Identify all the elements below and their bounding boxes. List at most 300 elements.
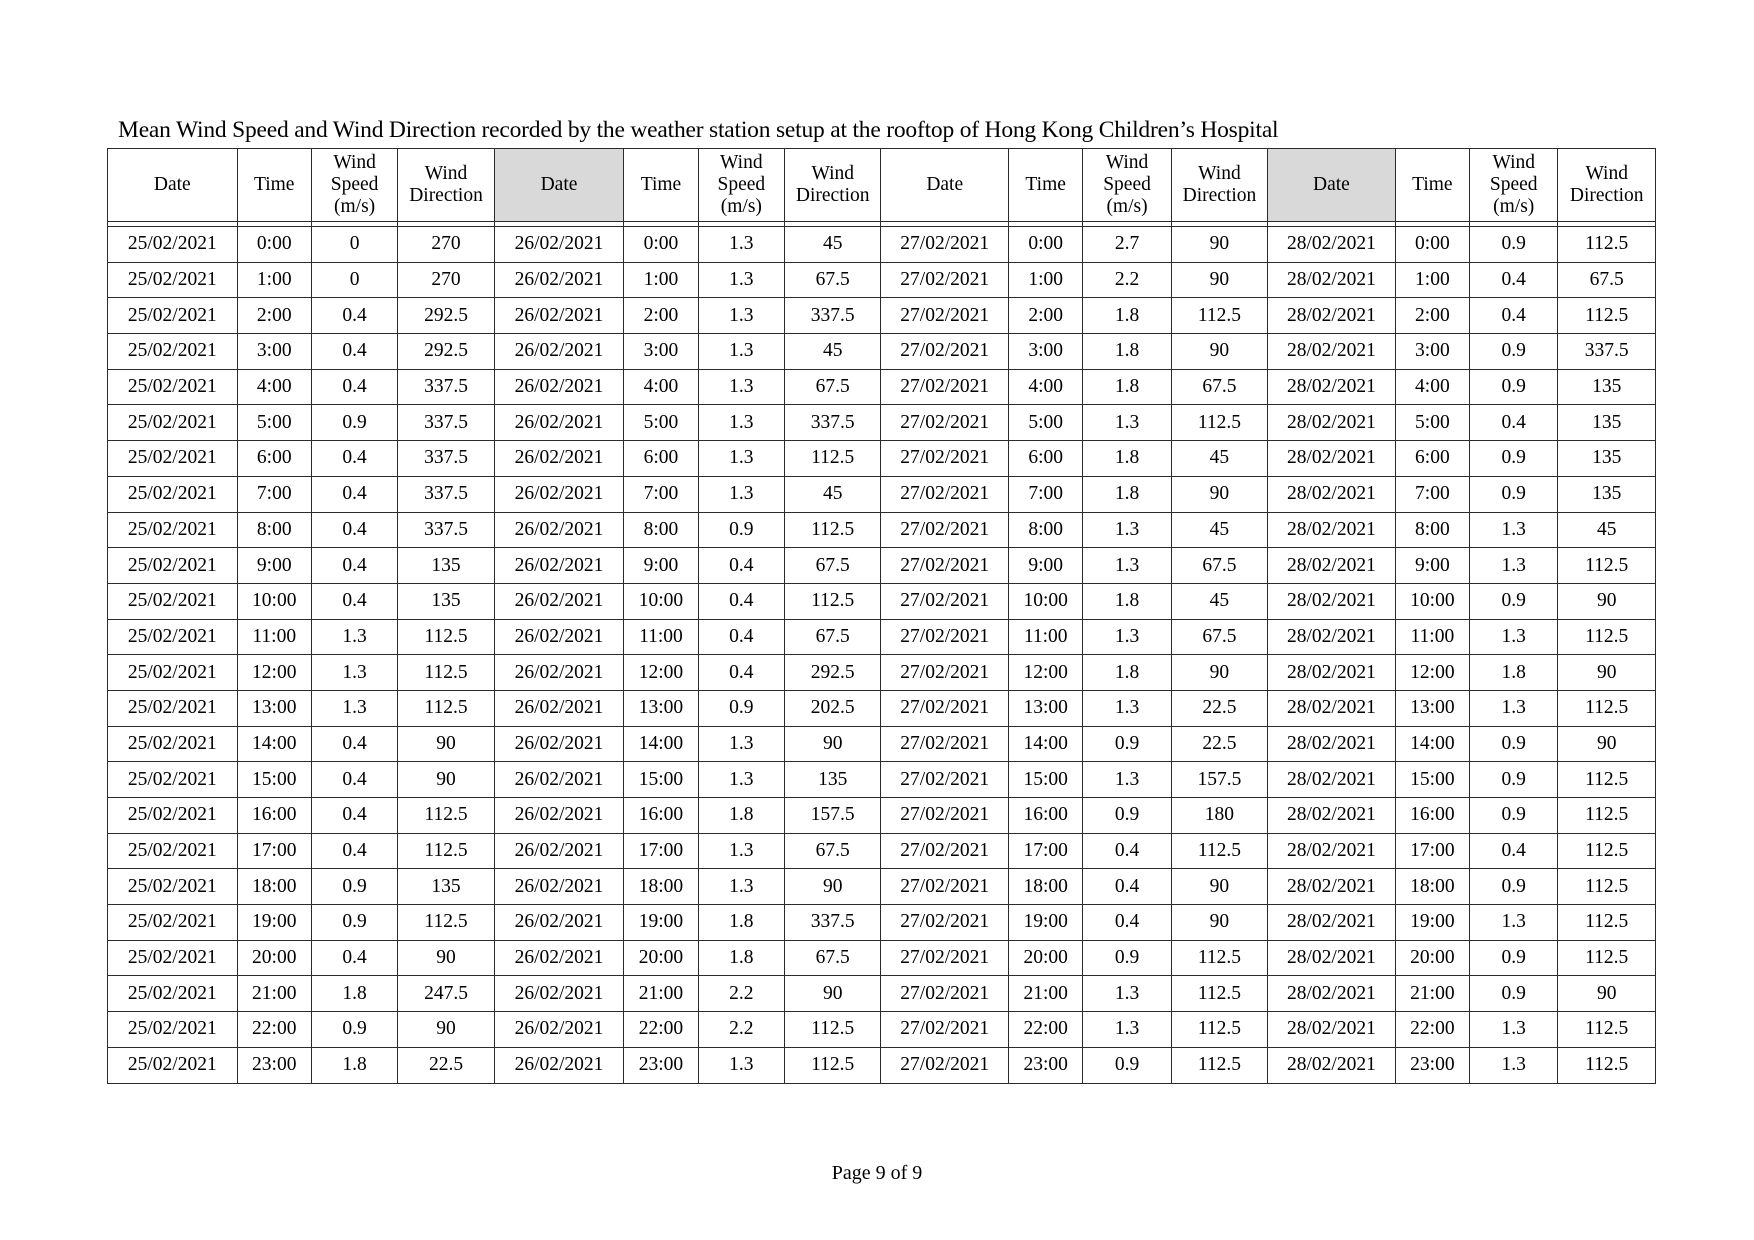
wind-speed-cell: 0.4 xyxy=(1083,833,1171,869)
wind-direction-cell: 112.5 xyxy=(1558,690,1656,726)
time-cell: 1:00 xyxy=(237,262,311,298)
header-wind-direction xyxy=(785,149,881,222)
header-line: Wind xyxy=(1492,152,1535,173)
wind-speed-cell: 1.8 xyxy=(1083,369,1171,405)
time-cell: 19:00 xyxy=(1395,905,1469,941)
date-cell: 28/02/2021 xyxy=(1268,976,1396,1012)
wind-direction-cell: 45 xyxy=(785,476,881,512)
date-cell: 28/02/2021 xyxy=(1268,476,1396,512)
date-cell: 27/02/2021 xyxy=(881,405,1009,441)
time-cell: 13:00 xyxy=(237,690,311,726)
header-wind-direction xyxy=(398,149,494,222)
wind-speed-cell: 0.9 xyxy=(698,690,784,726)
wind-speed-cell: 0.9 xyxy=(311,869,397,905)
wind-speed-cell: 1.8 xyxy=(698,905,784,941)
page-number: Page 9 of 9 xyxy=(831,1162,923,1184)
date-cell: 26/02/2021 xyxy=(494,798,624,834)
date-cell: 28/02/2021 xyxy=(1268,298,1396,334)
wind-direction-cell: 90 xyxy=(1558,976,1656,1012)
date-cell: 25/02/2021 xyxy=(108,369,238,405)
time-cell: 9:00 xyxy=(624,548,698,584)
wind-direction-cell: 135 xyxy=(1558,369,1656,405)
time-cell: 20:00 xyxy=(237,940,311,976)
wind-direction-cell: 45 xyxy=(1171,512,1267,548)
time-cell: 7:00 xyxy=(624,476,698,512)
time-cell: 11:00 xyxy=(624,619,698,655)
wind-speed-cell: 0.4 xyxy=(311,369,397,405)
time-cell: 22:00 xyxy=(237,1012,311,1048)
time-cell: 12:00 xyxy=(237,655,311,691)
time-cell: 5:00 xyxy=(1009,405,1083,441)
date-cell: 25/02/2021 xyxy=(108,940,238,976)
date-cell: 25/02/2021 xyxy=(108,512,238,548)
wind-speed-cell: 1.3 xyxy=(698,334,784,370)
wind-speed-cell: 0.4 xyxy=(311,726,397,762)
time-cell: 21:00 xyxy=(624,976,698,1012)
wind-speed-cell: 0.9 xyxy=(1083,798,1171,834)
wind-speed-cell: 1.3 xyxy=(698,262,784,298)
date-cell: 25/02/2021 xyxy=(108,976,238,1012)
time-cell: 23:00 xyxy=(237,1047,311,1083)
header-wind-speed xyxy=(698,149,784,222)
date-cell: 26/02/2021 xyxy=(494,441,624,477)
time-cell: 11:00 xyxy=(1395,619,1469,655)
date-cell: 25/02/2021 xyxy=(108,583,238,619)
time-cell: 8:00 xyxy=(1009,512,1083,548)
wind-direction-cell: 112.5 xyxy=(785,583,881,619)
header-time: Time xyxy=(237,149,311,222)
date-cell: 27/02/2021 xyxy=(881,798,1009,834)
wind-direction-cell: 112.5 xyxy=(1558,1047,1656,1083)
time-cell: 1:00 xyxy=(1009,262,1083,298)
wind-direction-cell: 90 xyxy=(1558,655,1656,691)
wind-speed-cell: 1.8 xyxy=(1083,334,1171,370)
time-cell: 3:00 xyxy=(237,334,311,370)
wind-speed-cell: 1.3 xyxy=(1083,512,1171,548)
time-cell: 7:00 xyxy=(1395,476,1469,512)
wind-direction-cell: 337.5 xyxy=(785,298,881,334)
time-cell: 3:00 xyxy=(1395,334,1469,370)
time-cell: 2:00 xyxy=(237,298,311,334)
wind-direction-cell: 90 xyxy=(785,976,881,1012)
header-wind-speed xyxy=(1083,149,1171,222)
wind-speed-cell: 1.3 xyxy=(698,441,784,477)
date-cell: 26/02/2021 xyxy=(494,726,624,762)
wind-speed-cell: 1.8 xyxy=(311,1047,397,1083)
wind-direction-cell: 90 xyxy=(1171,334,1267,370)
table-row xyxy=(108,476,1656,512)
wind-direction-cell: 22.5 xyxy=(398,1047,494,1083)
wind-speed-cell: 0.4 xyxy=(698,655,784,691)
header-wind-speed xyxy=(311,149,397,222)
wind-speed-cell: 0.4 xyxy=(311,798,397,834)
time-cell: 8:00 xyxy=(237,512,311,548)
date-cell: 26/02/2021 xyxy=(494,583,624,619)
wind-speed-cell: 0.4 xyxy=(311,334,397,370)
wind-speed-cell: 1.8 xyxy=(1083,441,1171,477)
wind-speed-cell: 0.9 xyxy=(1083,726,1171,762)
date-cell: 26/02/2021 xyxy=(494,869,624,905)
wind-speed-cell: 1.3 xyxy=(1083,548,1171,584)
time-cell: 20:00 xyxy=(1009,940,1083,976)
wind-speed-cell: 0.4 xyxy=(698,583,784,619)
header-line: (m/s) xyxy=(1493,196,1535,217)
table-caption: Mean Wind Speed and Wind Direction recorded by the weather station setup at the rooftop of Hong Kong Children’s Hospital xyxy=(118,117,1279,143)
date-cell: 28/02/2021 xyxy=(1268,762,1396,798)
date-cell: 25/02/2021 xyxy=(108,655,238,691)
wind-direction-cell: 112.5 xyxy=(398,690,494,726)
time-cell: 15:00 xyxy=(1009,762,1083,798)
wind-direction-cell: 112.5 xyxy=(1558,1012,1656,1048)
date-cell: 28/02/2021 xyxy=(1268,227,1396,263)
date-cell: 26/02/2021 xyxy=(494,690,624,726)
header-time: Time xyxy=(1009,149,1083,222)
date-cell: 27/02/2021 xyxy=(881,227,1009,263)
wind-direction-cell: 90 xyxy=(398,762,494,798)
table-row xyxy=(108,583,1656,619)
wind-direction-cell: 90 xyxy=(1558,583,1656,619)
time-cell: 4:00 xyxy=(624,369,698,405)
date-cell: 25/02/2021 xyxy=(108,690,238,726)
date-cell: 25/02/2021 xyxy=(108,548,238,584)
date-cell: 25/02/2021 xyxy=(108,619,238,655)
date-cell: 28/02/2021 xyxy=(1268,726,1396,762)
date-cell: 26/02/2021 xyxy=(494,1047,624,1083)
date-cell: 27/02/2021 xyxy=(881,262,1009,298)
wind-direction-cell: 112.5 xyxy=(1558,762,1656,798)
time-cell: 6:00 xyxy=(237,441,311,477)
table-row xyxy=(108,405,1656,441)
wind-direction-cell: 90 xyxy=(398,726,494,762)
time-cell: 9:00 xyxy=(1395,548,1469,584)
wind-speed-cell: 0.4 xyxy=(311,583,397,619)
wind-direction-cell: 67.5 xyxy=(1171,619,1267,655)
wind-speed-cell: 1.3 xyxy=(1470,690,1558,726)
wind-speed-cell: 1.3 xyxy=(1083,619,1171,655)
table-row xyxy=(108,762,1656,798)
wind-direction-cell: 270 xyxy=(398,262,494,298)
wind-direction-cell: 45 xyxy=(1171,441,1267,477)
header-wind-direction xyxy=(1558,149,1656,222)
wind-direction-cell: 337.5 xyxy=(785,905,881,941)
time-cell: 1:00 xyxy=(1395,262,1469,298)
wind-data-table xyxy=(107,148,1656,1084)
date-cell: 25/02/2021 xyxy=(108,227,238,263)
wind-speed-cell: 0.4 xyxy=(311,548,397,584)
date-cell: 26/02/2021 xyxy=(494,369,624,405)
wind-speed-cell: 0.9 xyxy=(1470,869,1558,905)
wind-speed-cell: 0.9 xyxy=(1470,798,1558,834)
header-line: (m/s) xyxy=(720,196,762,217)
time-cell: 17:00 xyxy=(1009,833,1083,869)
date-cell: 26/02/2021 xyxy=(494,298,624,334)
date-cell: 25/02/2021 xyxy=(108,262,238,298)
time-cell: 9:00 xyxy=(1009,548,1083,584)
time-cell: 17:00 xyxy=(1395,833,1469,869)
wind-speed-cell: 0.9 xyxy=(1470,441,1558,477)
time-cell: 0:00 xyxy=(624,227,698,263)
wind-speed-cell: 0.9 xyxy=(1470,583,1558,619)
wind-speed-cell: 1.3 xyxy=(698,476,784,512)
time-cell: 18:00 xyxy=(1395,869,1469,905)
time-cell: 13:00 xyxy=(1395,690,1469,726)
date-cell: 28/02/2021 xyxy=(1268,441,1396,477)
wind-direction-cell: 112.5 xyxy=(1558,298,1656,334)
time-cell: 10:00 xyxy=(624,583,698,619)
table-row xyxy=(108,298,1656,334)
wind-direction-cell: 157.5 xyxy=(1171,762,1267,798)
wind-direction-cell: 67.5 xyxy=(785,548,881,584)
time-cell: 14:00 xyxy=(624,726,698,762)
wind-speed-cell: 2.2 xyxy=(1083,262,1171,298)
wind-direction-cell: 67.5 xyxy=(1558,262,1656,298)
header-date: Date xyxy=(494,149,624,222)
header-line: Wind xyxy=(333,152,376,173)
date-cell: 28/02/2021 xyxy=(1268,869,1396,905)
date-cell: 26/02/2021 xyxy=(494,976,624,1012)
wind-direction-cell: 292.5 xyxy=(785,655,881,691)
wind-direction-cell: 337.5 xyxy=(398,441,494,477)
date-cell: 25/02/2021 xyxy=(108,833,238,869)
wind-direction-cell: 112.5 xyxy=(1558,798,1656,834)
wind-speed-cell: 1.3 xyxy=(1083,405,1171,441)
wind-direction-cell: 337.5 xyxy=(398,512,494,548)
wind-speed-cell: 1.3 xyxy=(698,869,784,905)
time-cell: 11:00 xyxy=(237,619,311,655)
table-row xyxy=(108,798,1656,834)
time-cell: 10:00 xyxy=(1395,583,1469,619)
time-cell: 4:00 xyxy=(1009,369,1083,405)
wind-direction-cell: 135 xyxy=(1558,476,1656,512)
wind-speed-cell: 0.4 xyxy=(311,298,397,334)
wind-speed-cell: 1.8 xyxy=(1083,298,1171,334)
time-cell: 22:00 xyxy=(1395,1012,1469,1048)
wind-speed-cell: 0.4 xyxy=(311,833,397,869)
wind-speed-cell: 1.3 xyxy=(1470,548,1558,584)
wind-direction-cell: 112.5 xyxy=(1558,833,1656,869)
wind-direction-cell: 157.5 xyxy=(785,798,881,834)
wind-direction-cell: 67.5 xyxy=(785,619,881,655)
wind-direction-cell: 337.5 xyxy=(398,476,494,512)
wind-speed-cell: 0.9 xyxy=(311,905,397,941)
wind-speed-cell: 1.3 xyxy=(698,369,784,405)
time-cell: 9:00 xyxy=(237,548,311,584)
time-cell: 10:00 xyxy=(237,583,311,619)
wind-speed-cell: 0 xyxy=(311,262,397,298)
header-line: Wind xyxy=(720,152,763,173)
time-cell: 19:00 xyxy=(237,905,311,941)
wind-speed-cell: 1.3 xyxy=(1470,1012,1558,1048)
time-cell: 16:00 xyxy=(1395,798,1469,834)
wind-direction-cell: 202.5 xyxy=(785,690,881,726)
time-cell: 6:00 xyxy=(1395,441,1469,477)
time-cell: 23:00 xyxy=(624,1047,698,1083)
wind-direction-cell: 112.5 xyxy=(1171,298,1267,334)
wind-direction-cell: 90 xyxy=(398,1012,494,1048)
table-row xyxy=(108,905,1656,941)
time-cell: 0:00 xyxy=(237,227,311,263)
date-cell: 28/02/2021 xyxy=(1268,405,1396,441)
date-cell: 26/02/2021 xyxy=(494,334,624,370)
header-date: Date xyxy=(881,149,1009,222)
date-cell: 27/02/2021 xyxy=(881,869,1009,905)
time-cell: 6:00 xyxy=(624,441,698,477)
date-cell: 27/02/2021 xyxy=(881,476,1009,512)
time-cell: 17:00 xyxy=(237,833,311,869)
time-cell: 7:00 xyxy=(237,476,311,512)
table-row xyxy=(108,262,1656,298)
header-line: (m/s) xyxy=(1106,196,1148,217)
time-cell: 16:00 xyxy=(237,798,311,834)
time-cell: 1:00 xyxy=(624,262,698,298)
wind-speed-cell: 1.3 xyxy=(1083,762,1171,798)
wind-direction-cell: 112.5 xyxy=(1171,976,1267,1012)
header-line: Speed xyxy=(1103,174,1151,195)
wind-direction-cell: 112.5 xyxy=(398,833,494,869)
wind-direction-cell: 90 xyxy=(398,940,494,976)
date-cell: 26/02/2021 xyxy=(494,905,624,941)
header-row xyxy=(108,149,1656,222)
wind-speed-cell: 1.3 xyxy=(698,405,784,441)
header-line: Speed xyxy=(717,174,766,195)
wind-speed-cell: 0.9 xyxy=(1470,940,1558,976)
wind-direction-cell: 90 xyxy=(1171,905,1267,941)
wind-direction-cell: 292.5 xyxy=(398,298,494,334)
wind-speed-cell: 1.3 xyxy=(311,655,397,691)
date-cell: 27/02/2021 xyxy=(881,762,1009,798)
wind-speed-cell: 1.3 xyxy=(311,619,397,655)
date-cell: 25/02/2021 xyxy=(108,1012,238,1048)
time-cell: 3:00 xyxy=(1009,334,1083,370)
wind-speed-cell: 1.8 xyxy=(698,798,784,834)
date-cell: 25/02/2021 xyxy=(108,334,238,370)
wind-speed-cell: 2.2 xyxy=(698,976,784,1012)
date-cell: 27/02/2021 xyxy=(881,583,1009,619)
time-cell: 8:00 xyxy=(1395,512,1469,548)
date-cell: 25/02/2021 xyxy=(108,441,238,477)
wind-speed-cell: 0 xyxy=(311,227,397,263)
wind-direction-cell: 112.5 xyxy=(398,655,494,691)
time-cell: 13:00 xyxy=(1009,690,1083,726)
date-cell: 27/02/2021 xyxy=(881,1047,1009,1083)
table-row xyxy=(108,512,1656,548)
wind-speed-cell: 0.4 xyxy=(311,512,397,548)
wind-speed-cell: 0.9 xyxy=(1083,1047,1171,1083)
wind-direction-cell: 135 xyxy=(1558,405,1656,441)
wind-direction-cell: 45 xyxy=(1558,512,1656,548)
header-line: Direction xyxy=(1182,185,1257,206)
wind-direction-cell: 90 xyxy=(1558,726,1656,762)
wind-speed-cell: 1.3 xyxy=(1470,512,1558,548)
date-cell: 28/02/2021 xyxy=(1268,369,1396,405)
wind-speed-cell: 0.4 xyxy=(1470,262,1558,298)
header-line: Wind xyxy=(1105,152,1149,173)
wind-speed-cell: 0.4 xyxy=(698,548,784,584)
date-cell: 28/02/2021 xyxy=(1268,1012,1396,1048)
table-row xyxy=(108,690,1656,726)
date-cell: 25/02/2021 xyxy=(108,869,238,905)
wind-direction-cell: 180 xyxy=(1171,798,1267,834)
header-line: Direction xyxy=(795,185,870,206)
date-cell: 28/02/2021 xyxy=(1268,583,1396,619)
wind-speed-cell: 0.9 xyxy=(1470,762,1558,798)
time-cell: 7:00 xyxy=(1009,476,1083,512)
wind-speed-cell: 1.3 xyxy=(1083,976,1171,1012)
header-line: Wind xyxy=(1585,163,1628,184)
wind-speed-cell: 0.9 xyxy=(311,1012,397,1048)
wind-speed-cell: 0.4 xyxy=(311,441,397,477)
date-cell: 28/02/2021 xyxy=(1268,512,1396,548)
wind-direction-cell: 67.5 xyxy=(1171,548,1267,584)
date-cell: 28/02/2021 xyxy=(1268,262,1396,298)
time-cell: 18:00 xyxy=(237,869,311,905)
wind-direction-cell: 112.5 xyxy=(1171,405,1267,441)
header-line: Wind xyxy=(424,163,468,184)
wind-direction-cell: 112.5 xyxy=(1171,833,1267,869)
wind-direction-cell: 135 xyxy=(398,869,494,905)
time-cell: 18:00 xyxy=(1009,869,1083,905)
wind-direction-cell: 247.5 xyxy=(398,976,494,1012)
wind-speed-cell: 0.9 xyxy=(1470,726,1558,762)
wind-direction-cell: 112.5 xyxy=(785,441,881,477)
date-cell: 27/02/2021 xyxy=(881,655,1009,691)
wind-speed-cell: 0.4 xyxy=(698,619,784,655)
wind-speed-cell: 1.3 xyxy=(698,1047,784,1083)
header-wind-speed xyxy=(1470,149,1558,222)
wind-speed-cell: 0.9 xyxy=(1470,334,1558,370)
time-cell: 14:00 xyxy=(1009,726,1083,762)
table-row xyxy=(108,1012,1656,1048)
date-cell: 26/02/2021 xyxy=(494,512,624,548)
table-row xyxy=(108,227,1656,263)
wind-speed-cell: 0.4 xyxy=(1470,405,1558,441)
time-cell: 12:00 xyxy=(1009,655,1083,691)
wind-direction-cell: 135 xyxy=(398,548,494,584)
date-cell: 26/02/2021 xyxy=(494,655,624,691)
time-cell: 5:00 xyxy=(1395,405,1469,441)
date-cell: 28/02/2021 xyxy=(1268,690,1396,726)
wind-direction-cell: 135 xyxy=(785,762,881,798)
date-cell: 27/02/2021 xyxy=(881,619,1009,655)
date-cell: 25/02/2021 xyxy=(108,476,238,512)
time-cell: 12:00 xyxy=(624,655,698,691)
date-cell: 25/02/2021 xyxy=(108,798,238,834)
time-cell: 4:00 xyxy=(237,369,311,405)
wind-speed-cell: 1.3 xyxy=(311,690,397,726)
wind-direction-cell: 337.5 xyxy=(785,405,881,441)
wind-speed-cell: 1.8 xyxy=(698,940,784,976)
time-cell: 22:00 xyxy=(624,1012,698,1048)
header-line: Wind xyxy=(1198,163,1241,184)
wind-speed-cell: 0.4 xyxy=(311,762,397,798)
date-cell: 28/02/2021 xyxy=(1268,334,1396,370)
wind-direction-cell: 67.5 xyxy=(1171,369,1267,405)
wind-direction-cell: 67.5 xyxy=(785,369,881,405)
wind-direction-cell: 292.5 xyxy=(398,334,494,370)
wind-direction-cell: 112.5 xyxy=(398,619,494,655)
wind-direction-cell: 90 xyxy=(785,869,881,905)
wind-speed-cell: 1.3 xyxy=(698,762,784,798)
time-cell: 20:00 xyxy=(624,940,698,976)
date-cell: 26/02/2021 xyxy=(494,940,624,976)
wind-speed-cell: 1.3 xyxy=(1083,1012,1171,1048)
wind-speed-cell: 1.8 xyxy=(1083,655,1171,691)
wind-speed-cell: 0.4 xyxy=(1083,905,1171,941)
date-cell: 27/02/2021 xyxy=(881,369,1009,405)
wind-direction-cell: 112.5 xyxy=(1558,548,1656,584)
date-cell: 26/02/2021 xyxy=(494,476,624,512)
time-cell: 17:00 xyxy=(624,833,698,869)
